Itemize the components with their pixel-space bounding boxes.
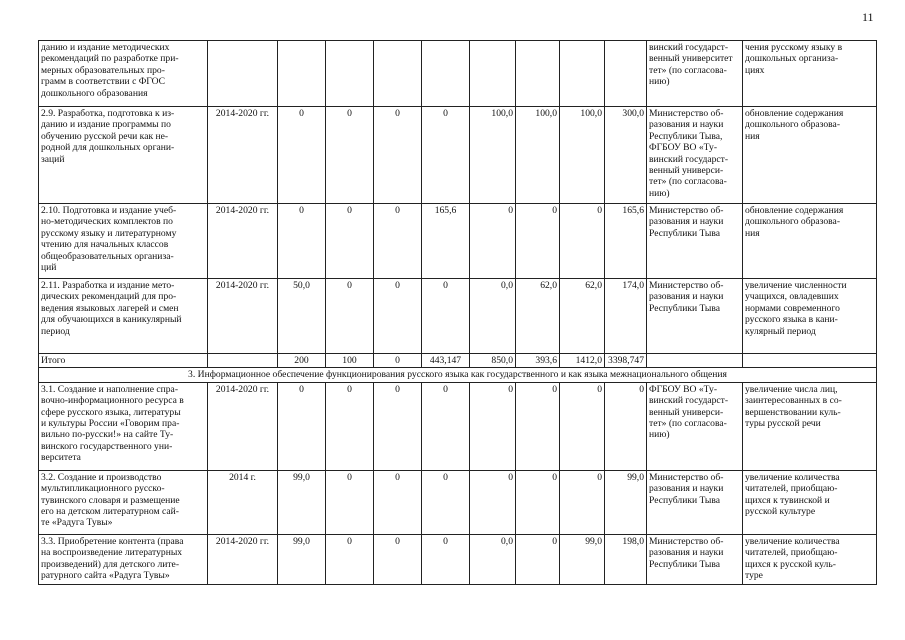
activity-description: 3.2. Создание и производство мультипликационного русско- тувинского словаря и размещение его на детском литературном сай- те «Радуга Тувы» (39, 470, 208, 534)
period-cell: 2014-2020 гг. (208, 107, 278, 204)
funding-value: 100,0 (560, 107, 605, 204)
table-row (39, 382, 877, 470)
funding-value: 165,6 (422, 204, 470, 279)
funding-value: 0 (516, 204, 560, 279)
funding-value: 0 (326, 382, 374, 470)
funding-value: 0 (326, 534, 374, 584)
total-value: 393,6 (516, 354, 560, 368)
activity-description: 2.9. Разработка, подготовка к из- данию и издание программы по обучению русской речи как не- родной для дошкольных органи- заций (39, 107, 208, 204)
funding-value (422, 41, 470, 107)
table-row (39, 107, 877, 204)
result-cell: увеличение количества читателей, приобщаю- щихся к русской куль- туре (743, 534, 877, 584)
executor-cell: Министерство об- разования и науки Республики Тыва (647, 470, 743, 534)
funding-value (470, 41, 516, 107)
funding-value: 0 (422, 470, 470, 534)
total-value: 443,147 (422, 354, 470, 368)
funding-value: 0 (326, 279, 374, 354)
funding-value: 0 (470, 470, 516, 534)
executor-cell: Министерство об- разования и науки Республики Тыва, ФГБОУ ВО «Ту- винский государст- венный универси- тет» (по согласова- нию) (647, 107, 743, 204)
funding-value: 0 (422, 534, 470, 584)
executor-cell: Министерство об- разования и науки Республики Тыва (647, 204, 743, 279)
funding-value: 99,0 (278, 534, 326, 584)
table-row (39, 41, 877, 107)
total-row (39, 354, 877, 368)
activity-description: 2.11. Разработка и издание мето- дических рекомендаций для про- ведения языковых лагерей и смен для обучающихся в каникулярный период (39, 279, 208, 354)
funding-value: 0 (326, 107, 374, 204)
table-row (39, 279, 877, 354)
executor-cell (647, 354, 743, 368)
funding-value: 0 (278, 382, 326, 470)
table-row (39, 534, 877, 584)
period-cell (208, 41, 278, 107)
funding-value: 0,0 (470, 534, 516, 584)
total-label: Итого (39, 354, 208, 368)
executor-cell: винский государст- венный университет тет» (по согласова- нию) (647, 41, 743, 107)
executor-cell: ФГБОУ ВО «Ту- винский государст- венный универси- тет» (по согласова- нию) (647, 382, 743, 470)
funding-value: 62,0 (516, 279, 560, 354)
total-value: 100 (326, 354, 374, 368)
funding-value: 0 (516, 382, 560, 470)
funding-value (605, 41, 647, 107)
funding-value: 0 (605, 382, 647, 470)
funding-value (278, 41, 326, 107)
funding-value: 0 (278, 204, 326, 279)
period-cell: 2014-2020 гг. (208, 534, 278, 584)
total-value: 850,0 (470, 354, 516, 368)
funding-value: 300,0 (605, 107, 647, 204)
activity-description: 3.3. Приобретение контента (права на воспроизведение литературных произведений) для детского лите- ратурного сайта «Радуга Тувы» (39, 534, 208, 584)
funding-value: 0 (374, 470, 422, 534)
funding-value: 0 (560, 470, 605, 534)
result-cell (743, 354, 877, 368)
funding-value: 62,0 (560, 279, 605, 354)
section-header-row (39, 368, 877, 382)
activity-description: 2.10. Подготовка и издание учеб- но-методических комплектов по русскому языку и литературному чтению для начальных классов общеобразовательных организа- ций (39, 204, 208, 279)
table-row (39, 204, 877, 279)
funding-value (516, 41, 560, 107)
funding-value: 0 (560, 382, 605, 470)
funding-value: 99,0 (278, 470, 326, 534)
funding-value: 174,0 (605, 279, 647, 354)
page-number: 11 (862, 10, 874, 24)
result-cell: увеличение числа лиц, заинтересованных в со- вершенствовании куль- туры русской речи (743, 382, 877, 470)
funding-value: 99,0 (605, 470, 647, 534)
funding-value: 0 (422, 382, 470, 470)
total-value: 200 (278, 354, 326, 368)
result-cell: увеличение численности учащихся, овладевших нормами современного русского языка в кани- кулярный период (743, 279, 877, 354)
funding-value (374, 41, 422, 107)
funding-value: 165,6 (605, 204, 647, 279)
activity-description: данию и издание методических рекомендаций по разработке при- мерных образовательных про- грамм в соответствии с ФГОС дошкольного образования (39, 41, 208, 107)
funding-value: 0 (374, 534, 422, 584)
activity-description: 3.1. Создание и наполнение спра- вочно-информационного ресурса в сфере русского языка, литературы и культуры России «Говорим пра- вильно по-русски!» на сайте Ту- винского государственного уни- верситета (39, 382, 208, 470)
period-cell: 2014-2020 гг. (208, 382, 278, 470)
executor-cell: Министерство об- разования и науки Республики Тыва (647, 279, 743, 354)
funding-value: 0 (516, 534, 560, 584)
total-value: 1412,0 (560, 354, 605, 368)
table-row (39, 470, 877, 534)
funding-value: 0 (470, 382, 516, 470)
funding-value: 0 (422, 279, 470, 354)
funding-value: 0 (374, 107, 422, 204)
funding-value: 100,0 (516, 107, 560, 204)
funding-value: 50,0 (278, 279, 326, 354)
funding-value (326, 41, 374, 107)
result-cell: обновление содержания дошкольного образова- ния (743, 204, 877, 279)
funding-value: 0 (560, 204, 605, 279)
total-value: 0 (374, 354, 422, 368)
funding-value: 0 (278, 107, 326, 204)
funding-value: 0 (374, 279, 422, 354)
funding-value: 99,0 (560, 534, 605, 584)
period-cell: 2014-2020 гг. (208, 204, 278, 279)
funding-value: 0 (374, 204, 422, 279)
funding-value: 100,0 (470, 107, 516, 204)
section-title: 3. Информационное обеспечение функционирования русского языка как государственного и как языка межнационального общения (39, 368, 877, 382)
result-cell: увеличение количества читателей, приобщаю- щихся к тувинской и русской культуре (743, 470, 877, 534)
result-cell: обновление содержания дошкольного образова- ния (743, 107, 877, 204)
period-cell: 2014 г. (208, 470, 278, 534)
funding-value (560, 41, 605, 107)
funding-value: 0 (326, 470, 374, 534)
executor-cell: Министерство об- разования и науки Республики Тыва (647, 534, 743, 584)
funding-value: 0 (470, 204, 516, 279)
period-cell (208, 354, 278, 368)
funding-value: 0 (516, 470, 560, 534)
program-table (38, 40, 877, 585)
funding-value: 0 (326, 204, 374, 279)
funding-value: 198,0 (605, 534, 647, 584)
result-cell: чения русскому языку в дошкольных организа- циях (743, 41, 877, 107)
period-cell: 2014-2020 гг. (208, 279, 278, 354)
total-value: 3398,747 (605, 354, 647, 368)
funding-value: 0,0 (470, 279, 516, 354)
funding-value: 0 (422, 107, 470, 204)
funding-value: 0 (374, 382, 422, 470)
